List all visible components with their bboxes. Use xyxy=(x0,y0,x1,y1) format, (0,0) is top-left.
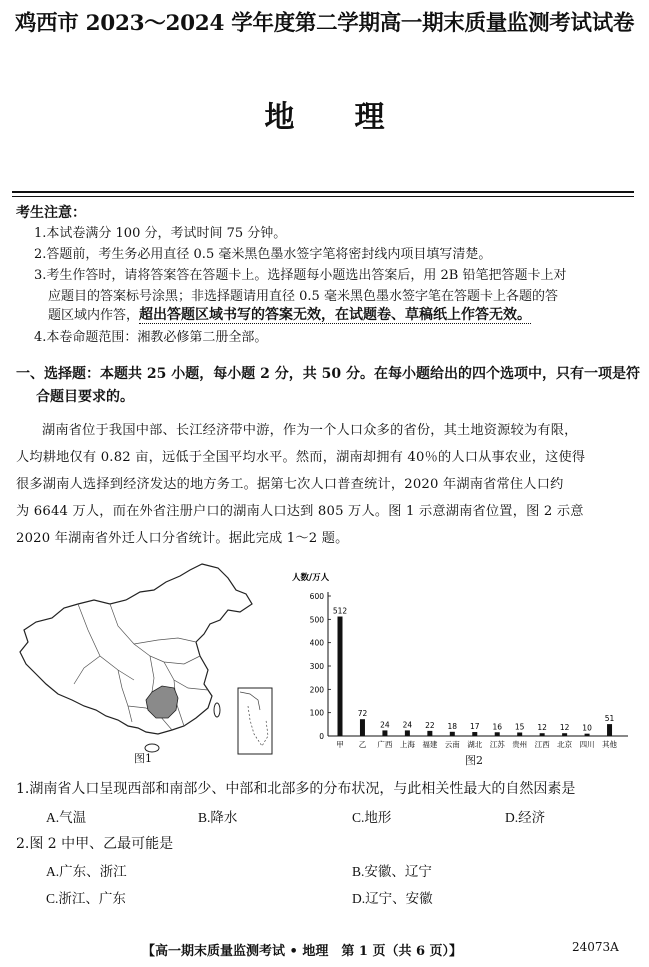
migration-bar-chart xyxy=(292,570,634,752)
question-1-option-b[interactable]: B.降水 xyxy=(198,810,238,825)
x-tick-label: 云南 xyxy=(444,740,460,749)
data-label: 12 xyxy=(537,723,547,733)
y-tick-label: 0 xyxy=(319,732,324,741)
taiwan-island xyxy=(214,703,220,717)
data-label: 22 xyxy=(425,720,435,730)
header-rule-thin xyxy=(12,196,634,197)
section-heading: 一、选择题：本题共 25 小题，每小题 2 分，共 50 分。在每小题给出的四个选项中，只有一项是符 xyxy=(16,366,640,382)
question-1-option-d[interactable]: D.经济 xyxy=(505,810,546,825)
x-tick-label: 江苏 xyxy=(489,740,505,749)
y-tick-label: 400 xyxy=(309,638,324,648)
y-tick-label: 100 xyxy=(309,708,324,718)
bar-江苏 xyxy=(495,732,500,736)
bar-福建 xyxy=(427,731,432,736)
y-tick-label: 500 xyxy=(309,615,324,625)
y-tick-label: 300 xyxy=(309,662,324,671)
page-footer: 【高一期末质量监测考试 • 地理 第 1 页（共 6 页）】 xyxy=(142,944,463,959)
bar-乙 xyxy=(360,719,365,736)
question-2-option-b[interactable]: B.安徽、辽宁 xyxy=(352,864,432,879)
y-tick-label: 600 xyxy=(309,592,324,601)
notice-line-3-end-text: 题区域内作答， xyxy=(48,308,140,323)
x-tick-label: 湖北 xyxy=(467,740,483,749)
bar-广西 xyxy=(382,730,387,736)
question-2-option-d[interactable]: D.辽宁、安徽 xyxy=(352,891,433,906)
bar-四川 xyxy=(585,734,590,736)
passage-line-1: 湖南省位于我国中部、长江经济带中游，作为一个人口众多的省份，其土地资源较为有限， xyxy=(42,423,578,438)
y-axis-title: 人数/万人 xyxy=(292,573,330,583)
x-tick-label: 甲 xyxy=(336,740,344,749)
bar-其他 xyxy=(607,724,612,736)
data-label: 24 xyxy=(402,720,413,730)
figure2-caption: 图2 xyxy=(465,754,483,767)
x-tick-label: 乙 xyxy=(358,740,367,749)
section-heading-cont: 合题目要求的。 xyxy=(36,389,134,405)
x-tick-label: 北京 xyxy=(557,740,573,749)
notice-line-3: 3.考生作答时，请将答案答在答题卡上。选择题每小题选出答案后，用 2B 铅笔把答题卡上对 xyxy=(34,268,567,283)
data-label: 18 xyxy=(447,721,458,731)
bar-云南 xyxy=(450,732,455,736)
paper-code: 24073A xyxy=(572,940,619,954)
x-tick-label: 其他 xyxy=(602,740,618,749)
notice-line-3-cont: 应题目的答案标号涂黑；非选择题请用直径 0.5 毫米黑色墨水签字笔在答题卡上各题的答 xyxy=(48,289,558,304)
x-tick-label: 广西 xyxy=(377,740,393,749)
data-label: 17 xyxy=(469,722,480,732)
data-label: 12 xyxy=(559,723,570,733)
x-tick-label: 贵州 xyxy=(512,740,528,749)
y-tick-label: 200 xyxy=(309,685,324,695)
data-label: 512 xyxy=(332,606,348,616)
question-1-option-a[interactable]: A.气温 xyxy=(46,810,87,825)
data-label: 51 xyxy=(604,714,615,724)
data-label: 16 xyxy=(492,722,503,732)
header-rule-thick xyxy=(12,191,634,193)
bar-贵州 xyxy=(517,733,522,737)
bar-甲 xyxy=(338,617,343,736)
bar-北京 xyxy=(562,733,567,736)
data-label: 10 xyxy=(582,723,592,733)
notice-line-4: 4.本卷命题范围：湘教必修第二册全部。 xyxy=(34,330,268,345)
exam-title: 鸡西市 2023～2024 学年度第二学期高一期末质量监测考试试卷 xyxy=(14,11,635,36)
x-tick-label: 上海 xyxy=(399,740,415,749)
notice-line-3-end xyxy=(48,304,531,324)
passage-line-4: 为 6644 万人，而在外省注册户口的湖南人口达到 805 万人。图 1 示意湖南省位置，图 2 示意 xyxy=(16,504,584,519)
passage-line-5: 2020 年湖南省外迁人口分省统计。据此完成 1～2 题。 xyxy=(16,531,349,546)
subject-title: 地理 xyxy=(264,100,445,135)
bar-上海 xyxy=(405,730,410,736)
passage-line-3: 很多湖南人选择到经济发达的地方务工。据第七次人口普查统计，2020 年湖南省常住人口约 xyxy=(16,477,564,492)
data-label: 15 xyxy=(514,722,525,732)
x-tick-label: 江西 xyxy=(534,740,550,749)
question-2-option-a[interactable]: A.广东、浙江 xyxy=(46,864,127,879)
question-1-option-c[interactable]: C.地形 xyxy=(352,810,392,825)
bar-湖北 xyxy=(472,732,477,736)
x-tick-label: 福建 xyxy=(422,740,438,749)
question-2-stem: 2.图 2 中甲、乙最可能是 xyxy=(16,836,174,852)
question-1-stem: 1.湖南省人口呈现西部和南部少、中部和北部多的分布状况，与此相关性最大的自然因素是 xyxy=(16,781,576,797)
notice-emphasis: 超出答题区域书写的答案无效，在试题卷、草稿纸上作答无效。 xyxy=(139,307,532,323)
notice-line-1: 1.本试卷满分 100 分，考试时间 75 分钟。 xyxy=(34,226,287,241)
passage-line-2: 人均耕地仅有 0.82 亩，远低于全国平均水平。然而，湖南却拥有 40％的人口从事农业，这使得 xyxy=(16,450,586,465)
china-map-figure xyxy=(14,560,276,760)
notice-line-2: 2.答题前，考生务必用直径 0.5 毫米黑色墨水签字笔将密封线内项目填写清楚。 xyxy=(34,247,492,262)
question-2-option-c[interactable]: C.浙江、广东 xyxy=(46,891,126,906)
data-label: 72 xyxy=(357,709,368,719)
x-tick-label: 四川 xyxy=(579,740,595,749)
notice-heading: 考生注意： xyxy=(16,205,86,221)
data-label: 24 xyxy=(380,720,390,730)
figure1-caption: 图1 xyxy=(134,752,152,765)
bar-江西 xyxy=(540,733,545,736)
